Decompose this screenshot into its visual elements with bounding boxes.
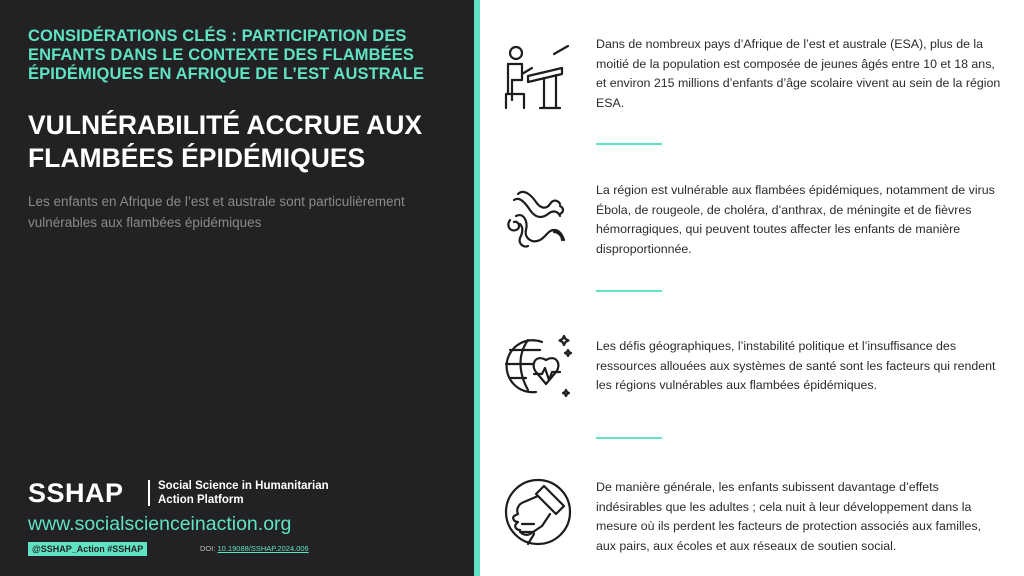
left-panel — [0, 0, 474, 576]
brand-description: Social Science in Humanitarian Action Platform — [158, 480, 329, 506]
logo-divider — [148, 480, 150, 506]
doi-label: DOI: — [200, 544, 216, 553]
key-point-3 — [498, 328, 1008, 418]
sshap-logo: SSHAP — [28, 478, 124, 508]
doi-reference — [200, 544, 309, 553]
key-point-1 — [498, 36, 1008, 126]
student-desk-icon — [498, 38, 576, 116]
section-separator — [596, 437, 662, 439]
section-separator — [596, 290, 662, 292]
doi-link[interactable]: 10.19088/SSHAP.2024.006 — [217, 544, 309, 553]
key-point-2 — [498, 180, 1008, 270]
social-handle: @SSHAP_Action #SSHAP — [28, 542, 147, 556]
kicker-title: CONSIDÉRATIONS CLÉS : PARTICIPATION DES ENFANTS DANS LE CONTEXTE DES FLAMBÉES ÉPIDÉMIQUES EN AFRIQUE DE L’EST AUSTRALE — [28, 27, 425, 83]
key-point-text: Les défis géographiques, l’instabilité politique et l’insuffisance des ressources allouées aux systèmes de santé sont les facteurs qui rendent les régions vulnérables aux flambées épidémiques. — [596, 339, 996, 392]
section-separator — [596, 143, 662, 145]
key-point-4 — [498, 474, 1008, 564]
accent-divider — [474, 0, 480, 576]
website-link[interactable]: www.socialscienceinaction.org — [28, 513, 292, 535]
brand-footer — [28, 476, 468, 566]
page-title: VULNÉRABILITÉ ACCRUE AUX FLAMBÉES ÉPIDÉMIQUES — [28, 110, 423, 173]
thumbs-down-icon — [498, 474, 576, 552]
key-point-text: De manière générale, les enfants subissent davantage d’effets indésirables que les adultes ; cela nuit à leur développement dans la mesure où ils perdent les facteurs de protection associés aux familles, aux pairs, aux écoles et aux réseaux de soutien social. — [596, 480, 981, 553]
virus-worm-icon — [498, 180, 576, 258]
intro-text: Les enfants en Afrique de l’est et australe sont particulièrement vulnérables aux flambées épidémiques — [28, 194, 405, 230]
key-point-text: Dans de nombreux pays d’Afrique de l’est et australe (ESA), plus de la moitié de la population est composée de jeunes âgés entre 10 et 18 ans, et environ 215 millions d’enfants d’âge scolaire vivent au sein de la région ESA. — [596, 37, 1001, 110]
key-point-text: La région est vulnérable aux flambées épidémiques, notamment de virus Ébola, de rougeole, de choléra, d’anthrax, de méningite et de fièvres hémorragiques, qui peuvent toutes affecter les enfants de manière disproportionnée. — [596, 183, 995, 256]
globe-heart-pulse-icon — [498, 328, 576, 406]
